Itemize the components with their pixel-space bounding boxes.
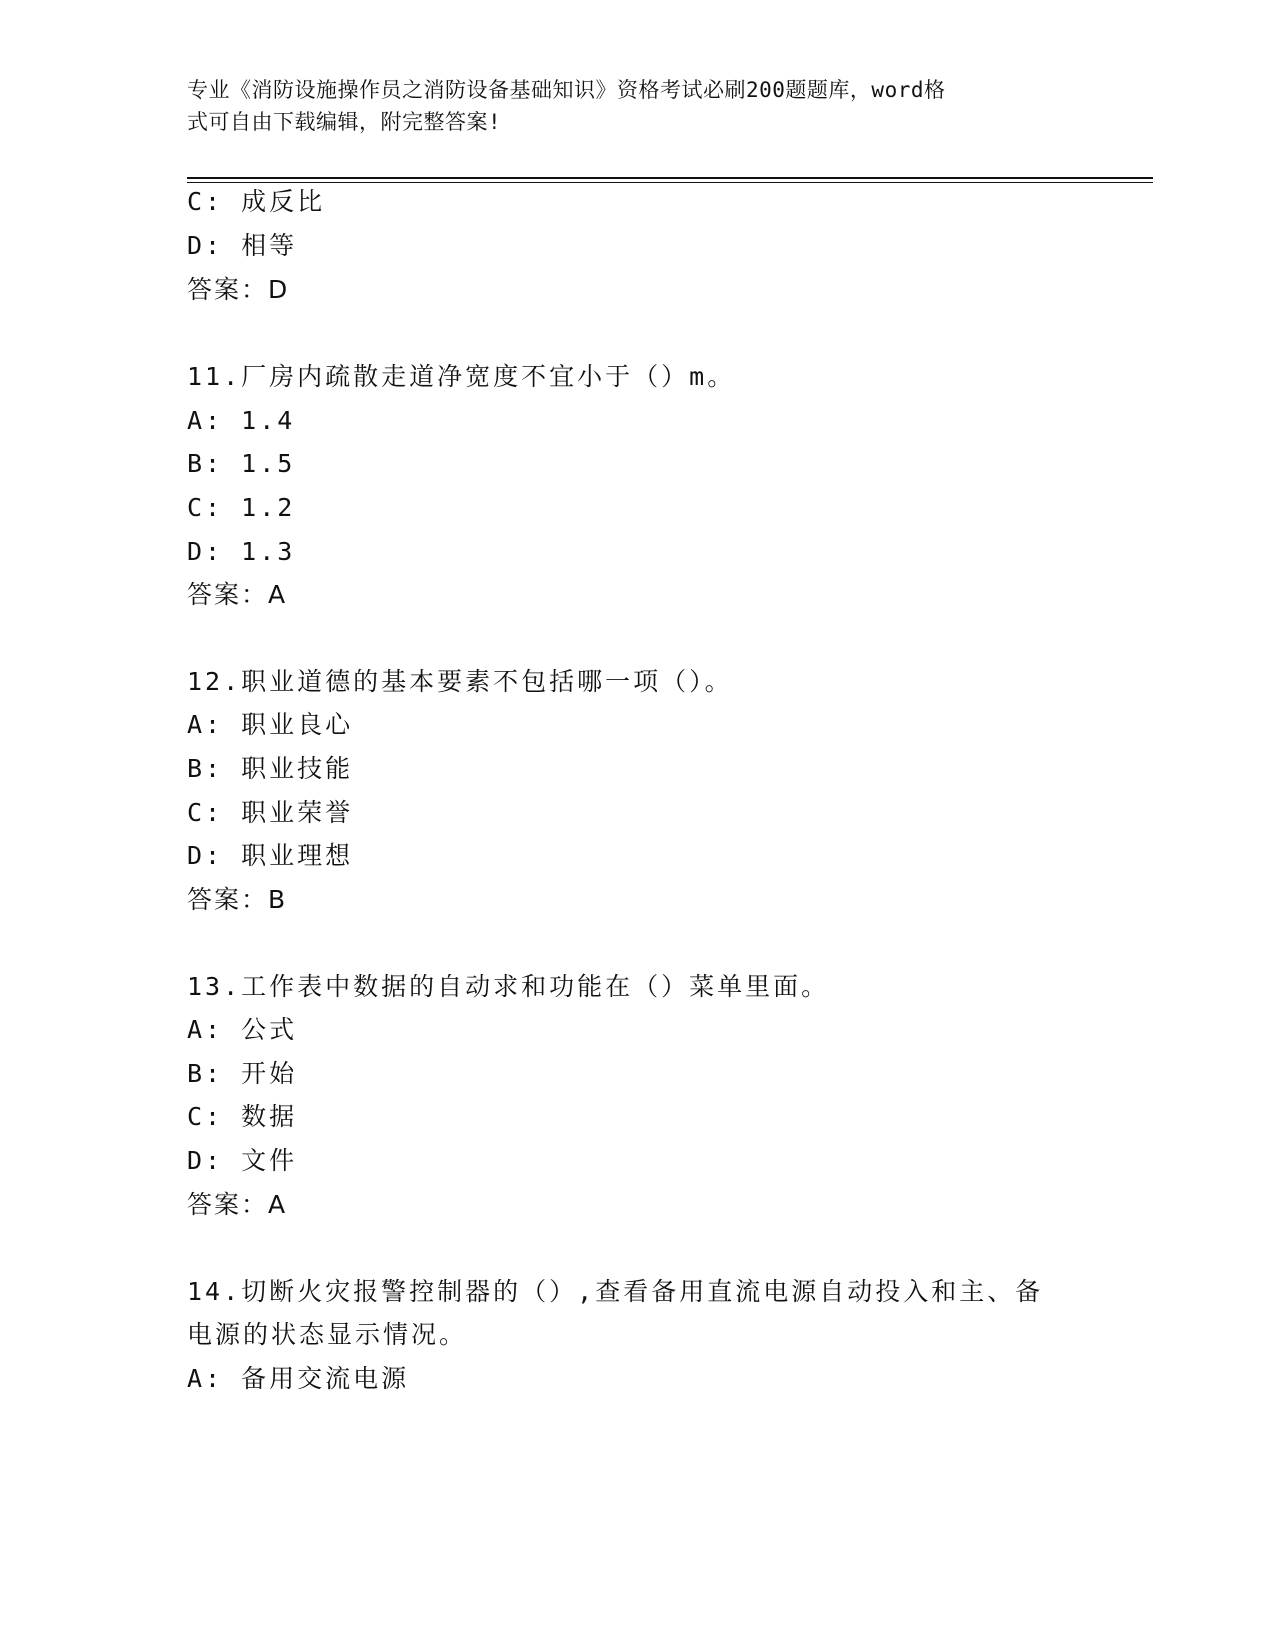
q13-question: 13.工作表中数据的自动求和功能在（）菜单里面。 (187, 972, 830, 1001)
q12-option-b: B: 职业技能 (187, 754, 354, 783)
q10-option-c: C: 成反比 (187, 187, 326, 216)
q11-option-c: C: 1.2 (187, 493, 296, 522)
q11-question: 11.厂房内疏散走道净宽度不宜小于（）m。 (187, 362, 736, 391)
q13-option-c: C: 数据 (187, 1102, 298, 1131)
q12-option-a: A: 职业良心 (187, 710, 354, 739)
q13-answer: 答案：A (187, 1190, 288, 1219)
q14-question-line-1: 14.切断火灾报警控制器的（）,查看备用直流电源自动投入和主、备 (187, 1277, 1044, 1306)
q12-option-c: C: 职业荣誉 (187, 798, 354, 827)
document-header (187, 74, 1067, 138)
q11-option-d: D: 1.3 (187, 537, 296, 566)
q12-answer: 答案：B (187, 885, 288, 914)
q11-option-b: B: 1.5 (187, 449, 296, 478)
q11-option-a: A: 1.4 (187, 406, 296, 435)
q10-answer: 答案：D (187, 275, 290, 304)
header-line-2: 式可自由下载编辑，附完整答案! (187, 110, 502, 134)
q12-question: 12.职业道德的基本要素不包括哪一项（）。 (187, 667, 733, 696)
q12-option-d: D: 职业理想 (187, 841, 354, 870)
q10-option-d: D: 相等 (187, 231, 298, 260)
header-divider-thin (187, 182, 1153, 183)
header-divider-thick (187, 177, 1153, 179)
header-line-1: 专业《消防设施操作员之消防设备基础知识》资格考试必刷200题题库，word格 (187, 78, 946, 102)
q11-answer: 答案：A (187, 580, 288, 609)
q13-option-d: D: 文件 (187, 1146, 298, 1175)
q13-option-a: A: 公式 (187, 1015, 298, 1044)
q14-question-line-2: 电源的状态显示情况。 (187, 1320, 468, 1349)
q14-option-a: A: 备用交流电源 (187, 1364, 410, 1393)
q13-option-b: B: 开始 (187, 1059, 298, 1088)
